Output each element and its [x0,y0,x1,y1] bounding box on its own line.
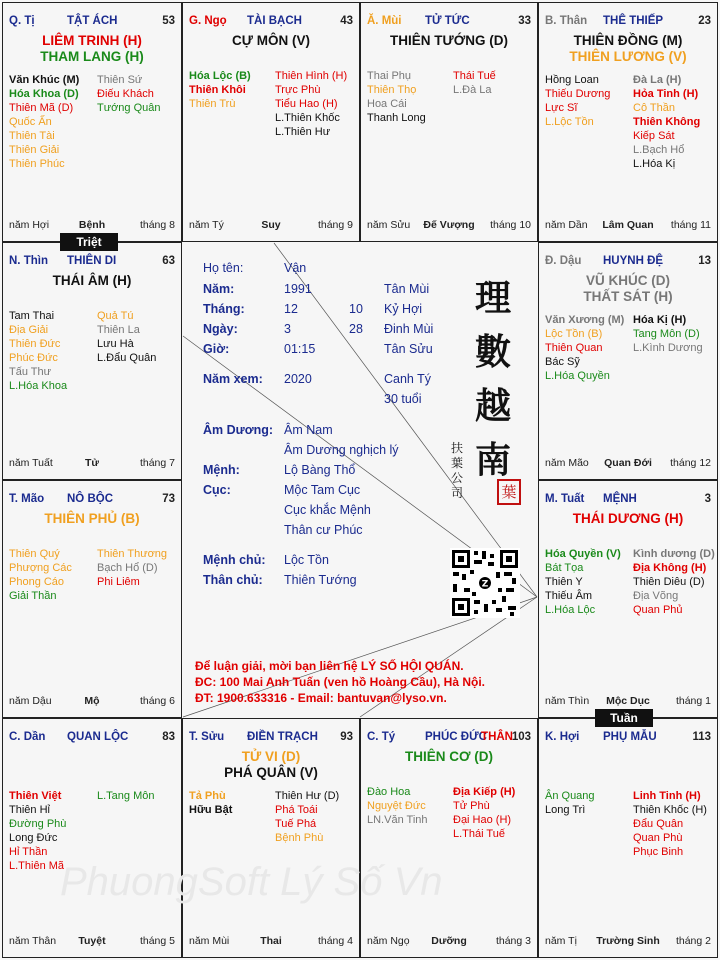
value-hour-can: Tân Sửu [384,342,433,356]
footer-stage: Lâm Quan [602,219,654,231]
star-item: L.Hóa Khoa [9,380,68,392]
center-info-panel [183,243,537,717]
star-item: Thiên Thọ [367,84,417,96]
palace-name: PHỤ MẪU [603,731,657,743]
contact-line-2: ĐC: 100 Mai Anh Tuấn (ven hồ Hoàng Cầu), Hà Nội. [195,675,486,689]
palace-age: 13 [698,255,711,267]
star-item: L.Bạch Hổ [633,144,685,156]
tuan-tag: Tuần [595,709,653,727]
footer-stage: Bệnh [78,219,106,231]
palace-header [545,731,711,747]
value-day: 3 [284,322,291,336]
footer-year: năm Ngọ [367,935,410,947]
star-item: Quả Tú [97,310,134,322]
main-star: THIÊN CƠ (D) [404,749,493,764]
star-item: Thai Phụ [367,70,412,82]
star-item: Thiên Quý [9,548,60,560]
branch-label: K. Hợi [545,731,580,743]
star-item: Quốc Ấn [9,116,52,128]
main-star: LIÊM TRINH (H) [42,33,142,48]
palace-header [367,15,531,31]
star-item: Trực Phù [275,84,321,96]
palace-name: MỆNH [603,493,637,505]
footer-year: năm Tý [189,219,224,231]
footer-month: tháng 5 [139,935,175,947]
star-item: Địa Giải [9,324,49,336]
calligraphy-char: 數 [474,331,511,373]
side-char: 司 [450,486,463,500]
right-stars [97,547,167,589]
footer-year: năm Sửu [367,219,411,231]
right-stars [275,69,347,139]
right-stars [453,785,515,841]
star-item: L.Hóa Lộc [545,604,596,616]
left-stars [189,69,251,111]
main-star: THÁI ÂM (H) [52,273,132,288]
main-star: THAM LANG (H) [40,49,144,64]
star-item: L.Lộc Tồn [545,116,594,128]
palace-age: 73 [162,493,175,505]
branch-label: M. Tuất [545,493,585,505]
star-item: Phượng Các [9,562,72,574]
star-item: Thiên Không [633,116,701,128]
right-stars [97,789,154,803]
label-view-year: Năm xem: [203,372,263,386]
triet-tag: Triệt [60,233,118,251]
branch-label: C. Tý [367,731,396,743]
footer-month: tháng 4 [317,935,353,947]
palace-age: 113 [692,731,711,743]
right-stars [453,69,496,97]
star-item: Thiên Việt [9,790,62,802]
star-item: Thiên Khốc (H) [633,804,707,816]
star-item: Địa Kiếp (H) [453,786,516,798]
star-item: Bệnh Phù [275,832,324,844]
footer-month: tháng 10 [490,219,531,231]
calligraphy-side [450,441,464,501]
star-item: L.Thiên Hư [275,126,331,138]
star-item: Hóa Lộc (B) [189,70,251,82]
value-cuc-3: Thân cư Phúc [284,523,363,537]
right-stars [633,73,700,171]
palace-name: THÊ THIẾP [603,15,664,27]
calligraphy-char: 理 [474,277,511,319]
palace-cell [2,480,182,718]
star-item: Thiên Diêu (D) [633,576,705,588]
palace-header [545,493,711,509]
contact-line-1: Để luận giải, mời bạn liên hệ LÝ SỐ HỘI QUÁN. [195,659,464,673]
star-item: Thanh Long [367,112,426,124]
star-item: Địa Không (H) [633,562,707,574]
left-stars [367,69,426,125]
palace-age: 53 [162,15,175,27]
footer-stage: Dưỡng [431,935,467,947]
footer-year: năm Dậu [9,695,52,707]
palace-cell [182,718,360,958]
star-item: Phi Liêm [97,576,140,588]
palace-header [9,255,175,271]
value-menh: Lộ Bàng Thổ [284,463,356,477]
palace-cell [538,242,718,480]
star-item: Đào Hoa [367,786,411,798]
branch-label: T. Sửu [189,731,225,743]
star-item: Quan Phù [633,832,683,844]
palace-age: 23 [698,15,711,27]
value-am-duong: Âm Nam [284,423,333,437]
contact-line-3: ĐT: 1900.633316 - Email: bantuvan@lyso.vn. [195,691,447,705]
value-month-can: Kỷ Hợi [384,302,423,316]
palace-header [9,731,175,747]
left-stars [367,785,428,827]
left-stars [9,789,66,873]
main-star: THIÊN LƯƠNG (V) [569,49,687,64]
branch-label: Q. Tị [9,15,35,27]
value-view-year-can: Canh Tý [384,372,432,386]
footer-stage: Thai [260,935,282,947]
footer-month: tháng 9 [317,219,353,231]
label-hour: Giờ: [203,342,230,356]
star-item: Thiên Hỉ [9,804,50,816]
cell-footer [189,219,353,233]
star-item: Thiên Khôi [189,84,246,96]
footer-month: tháng 1 [675,695,711,707]
label-menh: Mệnh: [203,463,240,477]
left-stars [545,547,621,617]
palace-name: PHÚC ĐỨC [425,731,487,743]
cell-footer [9,695,175,709]
star-item: Hóa Khoa (D) [9,88,79,100]
cell-footer [545,695,711,709]
palace-age: 43 [340,15,353,27]
main-star: THÁI DƯƠNG (H) [572,511,684,526]
red-seal: 葉 [497,479,521,505]
star-item: Tử Phù [453,800,490,812]
star-item: Hỉ Thần [9,846,48,858]
label-than-chu: Thân chủ: [203,573,263,587]
main-star: THẤT SÁT (H) [583,289,673,304]
palace-age: 93 [340,731,353,743]
palace-cell [360,718,538,958]
value-than-chu: Thiên Tướng [284,573,357,587]
star-item: Hoa Cái [367,98,407,110]
star-item: Thiên Sứ [97,74,143,86]
star-item: L.Thiên Mã [9,860,65,872]
right-stars [97,73,161,115]
star-item: Hỏa Tinh (H) [633,88,699,100]
star-item: Nguyệt Đức [367,800,426,812]
value-day-can: Đinh Mùi [384,322,434,336]
calligraphy-char: 越 [474,385,511,427]
star-item: Phá Toái [275,804,318,816]
side-char: 葉 [450,456,463,470]
star-item: Thiếu Âm [545,590,593,602]
footer-year: năm Thìn [545,695,590,707]
palace-name: THIÊN DI [67,255,117,267]
left-stars [189,789,232,817]
star-item: Tướng Quân [97,102,161,114]
footer-year: năm Tị [545,935,577,947]
star-item: L.Thiên Khốc [275,112,340,124]
star-item: Quan Phủ [633,604,683,616]
main-star: CỰ MÔN (V) [232,33,310,48]
star-item: Thiên Đức [9,338,61,350]
palace-cell [2,2,182,242]
star-item: Đà La (H) [633,74,682,86]
branch-label: Ă. Mùi [367,15,402,27]
star-item: Hồng Loan [545,74,599,86]
value-year-can: Tân Mùi [384,282,430,296]
palace-header [189,731,353,747]
footer-year: năm Mão [545,457,589,469]
star-item: Tiểu Hao (H) [275,98,338,110]
star-item: Thiên Giải [9,144,60,156]
value-month: 12 [284,302,298,316]
cell-footer [189,935,353,949]
star-item: Đại Hao (H) [453,814,512,826]
palace-age: 63 [162,255,175,267]
cell-footer [9,219,175,233]
star-item: Hữu Bật [189,804,233,816]
footer-stage: Quan Đới [604,457,652,469]
palace-cell [2,242,182,480]
footer-year: năm Dần [545,219,588,231]
value-view-year: 2020 [284,372,312,386]
branch-label: T. Mão [9,493,45,505]
star-item: LN.Văn Tinh [367,814,428,826]
footer-month: tháng 11 [670,219,711,231]
cell-footer [545,935,711,949]
left-stars [9,73,79,171]
branch-label: G. Ngọ [189,15,227,27]
main-star: VŨ KHÚC (D) [586,273,670,288]
star-item: Thái Tuế [453,70,496,82]
cell-footer [545,219,711,233]
palace-name: ĐIỀN TRẠCH [247,731,318,743]
value-hour: 01:15 [284,342,316,356]
star-item: Thiên Hình (H) [275,70,348,82]
branch-label: B. Thân [545,15,588,27]
right-stars [97,309,156,365]
footer-stage: Tử [84,457,100,469]
star-item: L.Hóa Kị [633,158,676,170]
cell-footer [9,935,175,949]
star-item: Thiếu Dương [545,88,611,100]
star-item: Linh Tinh (H) [633,790,701,802]
star-item: Địa Võng [633,590,679,602]
footer-stage: Đế Vượng [423,219,475,231]
footer-year: năm Mùi [189,935,230,947]
palace-name: HUYNH ĐỆ [603,255,664,267]
than-marker: THÂN [481,731,513,743]
footer-month: tháng 7 [139,457,175,469]
palace-cell [538,2,718,242]
left-stars [545,789,595,817]
value-cuc-2: Cục khắc Mệnh [284,503,371,517]
star-item: Thiên Mã (D) [9,102,74,114]
main-star: THIÊN ĐỒNG (M) [573,33,683,48]
star-item: Giải Thần [9,590,57,602]
palace-header [545,15,711,31]
palace-age: 83 [162,731,175,743]
star-item: Thiên Quan [545,342,603,354]
left-stars [9,547,72,603]
svg-text:Z: Z [481,579,489,590]
right-stars [633,547,715,617]
right-stars [633,313,703,355]
main-star: THIÊN PHỦ (B) [44,511,140,526]
value-menh-chu: Lộc Tồn [284,553,329,567]
footer-stage: Suy [261,219,281,231]
star-item: Lộc Tồn (B) [545,328,603,340]
calligraphy-char: 南 [474,439,511,481]
footer-year: năm Thân [9,935,57,947]
palace-cell [360,2,538,242]
cell-footer [367,219,531,233]
qr-code[interactable] [450,548,520,618]
value-name: Vận [284,261,307,275]
star-item: Bát Tọa [545,562,584,574]
footer-year: năm Hợi [9,219,50,231]
star-item: Tam Thai [9,310,55,322]
branch-label: N. Thìn [9,255,48,267]
value-cuc: Mộc Tam Cục [284,483,361,497]
value-day-lunar: 28 [349,322,363,336]
label-menh-chu: Mệnh chủ: [203,553,266,567]
star-item: Lưu Hà [97,338,134,350]
footer-month: tháng 2 [675,935,711,947]
star-item: L.Thái Tuế [453,828,505,840]
main-star: TỬ VI (D) [241,749,301,764]
star-item: Thiên Phúc [9,158,65,170]
side-char: 公 [450,471,463,485]
side-char: 扶 [450,441,463,455]
star-item: L.Tang Môn [97,790,155,802]
palace-header [367,731,531,747]
palace-name: TỬ TỨC [425,15,470,27]
palace-header [545,255,711,271]
palace-header [9,493,175,509]
label-name: Họ tên: [203,261,244,275]
star-item: Văn Xương (M) [545,314,625,326]
watermark: PhuongSoft Lý Số Vn [60,860,443,904]
value-year: 1991 [284,282,312,296]
label-month: Tháng: [203,302,245,316]
label-cuc: Cục: [203,483,231,497]
star-item: Thiên Tài [9,130,55,142]
star-item: Thiên Y [545,576,583,588]
branch-label: Đ. Dậu [545,255,582,267]
star-item: Tuế Phá [275,818,317,830]
palace-name: QUAN LỘC [67,731,129,743]
branch-label: C. Dần [9,731,46,743]
star-item: Phúc Đức [9,352,58,364]
label-day: Ngày: [203,322,238,336]
star-item: L.Kình Dương [633,342,703,354]
star-item: Tấu Thư [9,366,52,378]
star-item: Thiên Hư (D) [275,790,340,802]
star-item: Long Trì [545,804,586,816]
star-item: Tả Phù [189,790,226,802]
value-month-lunar: 10 [349,302,363,316]
cell-footer [9,457,175,471]
star-item: Phong Cáo [9,576,65,588]
star-item: L.Hóa Quyền [545,370,610,382]
palace-age: 103 [511,731,531,743]
star-item: Kiếp Sát [633,130,675,142]
footer-month: tháng 12 [670,457,711,469]
star-item: Kình dương (D) [633,548,715,560]
star-item: L.Đà La [453,84,492,96]
palace-age: 3 [704,493,711,505]
palace-name: NÔ BỘC [67,493,113,505]
footer-month: tháng 6 [139,695,175,707]
star-item: Thiên La [97,324,140,336]
star-item: Thiên Thương [97,548,168,560]
palace-name: TÀI BẠCH [247,15,302,27]
star-item: Phục Binh [633,846,684,858]
star-item: Hóa Quyền (V) [545,548,621,560]
right-stars [275,789,339,845]
label-year: Năm: [203,282,235,296]
palace-header [189,15,353,31]
right-stars [633,789,707,859]
footer-stage: Mộc Dục [606,695,650,707]
footer-month: tháng 3 [495,935,531,947]
star-item: Thiên Trù [189,98,236,110]
left-stars [9,309,67,393]
star-item: Bạch Hổ (D) [97,562,158,574]
palace-header [9,15,175,31]
star-item: Cô Thần [633,102,675,114]
calligraphy [468,271,518,487]
footer-stage: Mộ [84,695,100,707]
star-item: Hóa Kị (H) [633,314,687,326]
palace-cell [2,718,182,958]
star-item: Điếu Khách [97,88,154,100]
star-item: Văn Khúc (M) [9,74,80,86]
palace-age: 33 [518,15,531,27]
star-item: Long Đức [9,832,58,844]
palace-name: TẬT ÁCH [67,15,118,27]
left-stars [545,313,624,383]
label-am-duong: Âm Dương: [203,423,274,437]
star-item: Lực Sĩ [545,102,578,114]
palace-cell [182,2,360,242]
value-age: 30 tuổi [384,392,422,406]
star-item: Bác Sỹ [545,356,580,368]
star-item: Ân Quang [545,790,595,802]
palace-cell [538,718,718,958]
left-stars [545,73,610,129]
palace-cell [538,480,718,718]
footer-stage: Trường Sinh [596,935,660,947]
value-am-duong-2: Âm Dương nghịch lý [284,443,399,457]
star-item: L.Đẩu Quân [97,352,157,364]
footer-year: năm Tuất [9,457,53,469]
main-star: THIÊN TƯỚNG (D) [390,33,508,48]
star-item: Tang Môn (D) [633,328,700,340]
main-star: PHÁ QUÂN (V) [224,765,318,780]
cell-footer [545,457,711,471]
star-item: Đẩu Quân [633,818,684,830]
star-item: Đường Phù [9,818,67,830]
cell-footer [367,935,531,949]
footer-stage: Tuyệt [78,935,106,947]
footer-month: tháng 8 [139,219,175,231]
